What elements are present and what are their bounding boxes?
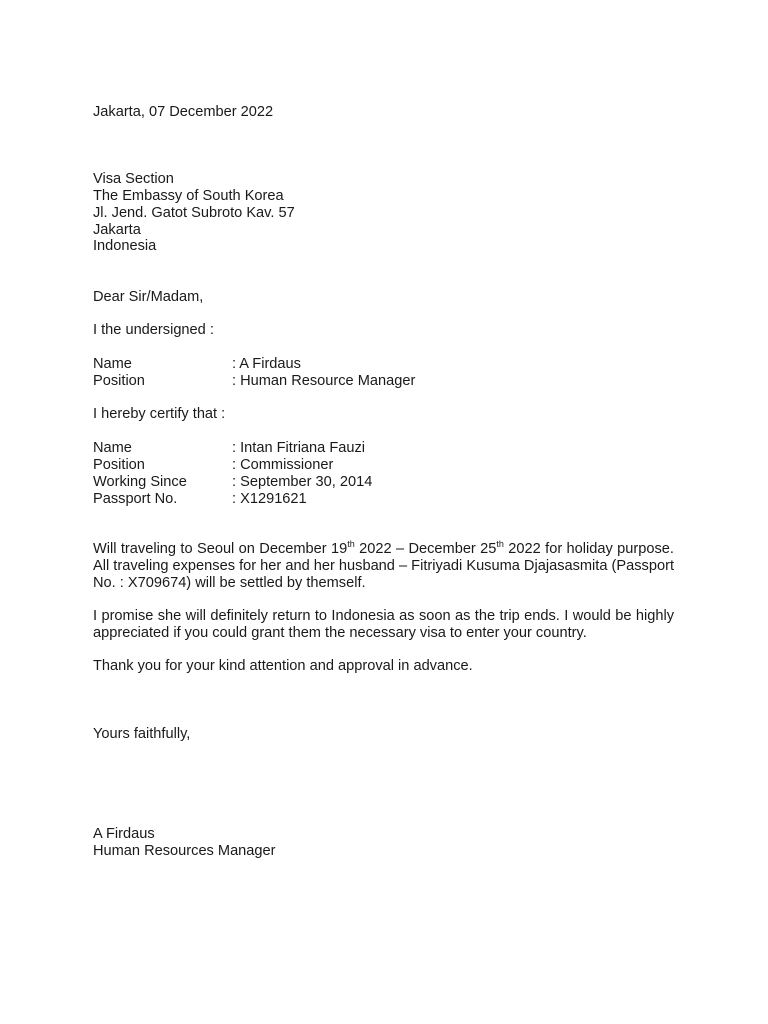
field-label: Name [93, 440, 132, 456]
ordinal-suffix: th [496, 539, 504, 549]
recipient-line-4: Jakarta [93, 222, 141, 238]
signatory-name: A Firdaus [93, 826, 155, 842]
certified-passport-row [93, 491, 307, 508]
field-value: : Commissioner [232, 457, 334, 473]
certified-working-since-row [93, 474, 372, 491]
field-value: : X1291621 [232, 491, 307, 507]
undersigned-position-row [93, 373, 415, 390]
certified-position-row [93, 457, 333, 474]
salutation: Dear Sir/Madam, [93, 289, 204, 305]
field-label: Position [93, 457, 145, 473]
recipient-line-3: Jl. Jend. Gatot Subroto Kav. 57 [93, 205, 295, 221]
field-label: Name [93, 356, 132, 372]
recipient-line-1: Visa Section [93, 171, 174, 187]
signatory-title: Human Resources Manager [93, 843, 276, 859]
promise-paragraph: I promise she will definitely return to Indonesia as soon as the trip ends. I would be highly appreciated if you could grant them the necessary visa to enter your country. [93, 608, 674, 641]
field-label: Working Since [93, 474, 187, 490]
recipient-line-2: The Embassy of South Korea [93, 188, 284, 204]
date-line: Jakarta, 07 December 2022 [93, 104, 274, 120]
recipient-line-5: Indonesia [93, 238, 157, 254]
field-value: : September 30, 2014 [232, 474, 373, 490]
travel-text-1: Will traveling to Seoul on December 19 [93, 541, 348, 557]
travel-text-2: 2022 – December 25 [354, 541, 497, 557]
certify-intro: I hereby certify that : [93, 406, 226, 422]
ordinal-suffix: th [347, 539, 355, 549]
field-label: Position [93, 373, 145, 389]
undersigned-name-row [93, 356, 301, 373]
undersigned-intro: I the undersigned : [93, 322, 214, 338]
field-value: : A Firdaus [232, 356, 301, 372]
thanks-line: Thank you for your kind attention and approval in advance. [93, 658, 473, 674]
field-label: Passport No. [93, 491, 178, 507]
travel-paragraph [93, 541, 674, 592]
travel-text-3: 2022 for holiday purpose. All traveling expenses for her and her husband – Fitriyadi Kusuma Djajasasmita (Passport No. : X709674) will be settled by themself. [93, 541, 674, 591]
field-value: : Intan Fitriana Fauzi [232, 440, 366, 456]
closing: Yours faithfully, [93, 726, 191, 742]
field-value: : Human Resource Manager [232, 373, 416, 389]
certified-name-row [93, 440, 365, 457]
